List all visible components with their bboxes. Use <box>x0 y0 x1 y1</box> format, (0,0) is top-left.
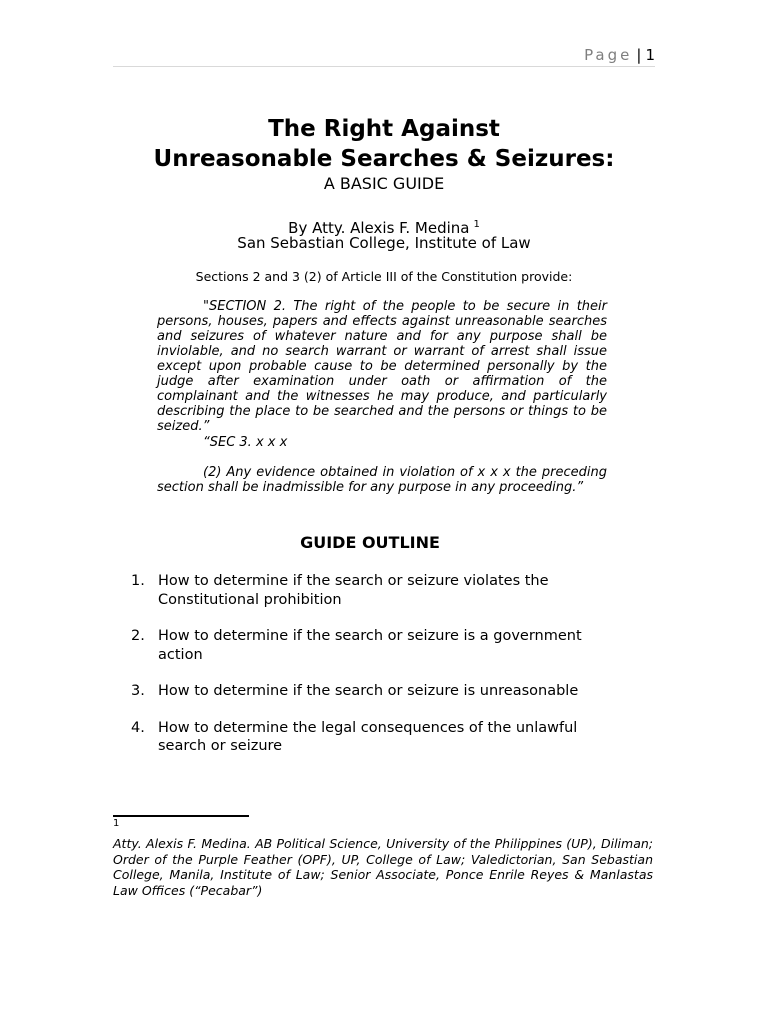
header-rule <box>113 66 655 67</box>
document-title-line-2: Unreasonable Searches & Seizures: <box>153 146 615 172</box>
quote-section-2: "SECTION 2. The right of the people to be secure in their persons, houses, papers and effects against unreasonable searches and seizures of whatever nature and for any purpose shall be inviolable, and no search warrant or warrant of arrest shall issue except upon probable cause to be determined personally by the judge after examination under oath or affirmation of the complainant and the witnesses he may produce, and particularly describing the place to be searched and the persons or things to be seized.” <box>157 299 607 434</box>
quote-section-3: “SEC 3. x x x <box>203 435 288 450</box>
outline-item-number: 4. <box>131 719 145 736</box>
outline-item <box>131 719 611 756</box>
page-separator: | <box>636 46 642 64</box>
author-name: By Atty. Alexis F. Medina <box>288 219 470 237</box>
author-affiliation: San Sebastian College, Institute of Law <box>237 234 531 252</box>
page-header <box>113 44 655 66</box>
outline-item-number: 2. <box>131 628 145 644</box>
page-number: 1 <box>645 46 655 64</box>
footnote-mark: 1 <box>113 818 120 829</box>
footnote-separator <box>113 815 249 817</box>
footnote-reference: 1 <box>473 219 480 230</box>
outline-item-text: How to determine the legal consequences of the unlawful search or seizure <box>158 719 578 754</box>
quote-section-3-paragraph-2: (2) Any evidence obtained in violation of x x x the preceding section shall be inadmissible for any purpose in any proceeding.” <box>157 465 607 495</box>
intro-sentence: Sections 2 and 3 (2) of Article III of the Constitution provide: <box>195 269 573 284</box>
footnote-text: Atty. Alexis F. Medina. AB Political Science, University of the Philippines (UP), Diliman; Order of the Purple Feather (OPF), UP, College of Law; Valedictorian, San Sebastian College, Manila, Institute of Law; Senior Associate, Ponce Enrile Reyes & Manlastas Law Offices (“Pecabar”) <box>113 836 653 898</box>
outline-item-text: How to determine if the search or seizure violates the Constitutional prohibition <box>158 573 549 608</box>
outline-item <box>131 627 611 664</box>
outline-item <box>131 572 611 609</box>
document-subtitle: A BASIC GUIDE <box>323 174 445 193</box>
document-title-line-1: The Right Against <box>268 116 500 142</box>
outline-item-number: 1. <box>131 573 145 589</box>
outline-list <box>131 572 611 774</box>
outline-item-text: How to determine if the search or seizure is unreasonable <box>158 683 579 699</box>
outline-item-text: How to determine if the search or seizure is a government action <box>158 628 582 663</box>
outline-item <box>131 682 611 701</box>
outline-item-number: 3. <box>131 683 145 699</box>
outline-heading: GUIDE OUTLINE <box>300 533 440 552</box>
page-label: Page <box>584 46 633 64</box>
